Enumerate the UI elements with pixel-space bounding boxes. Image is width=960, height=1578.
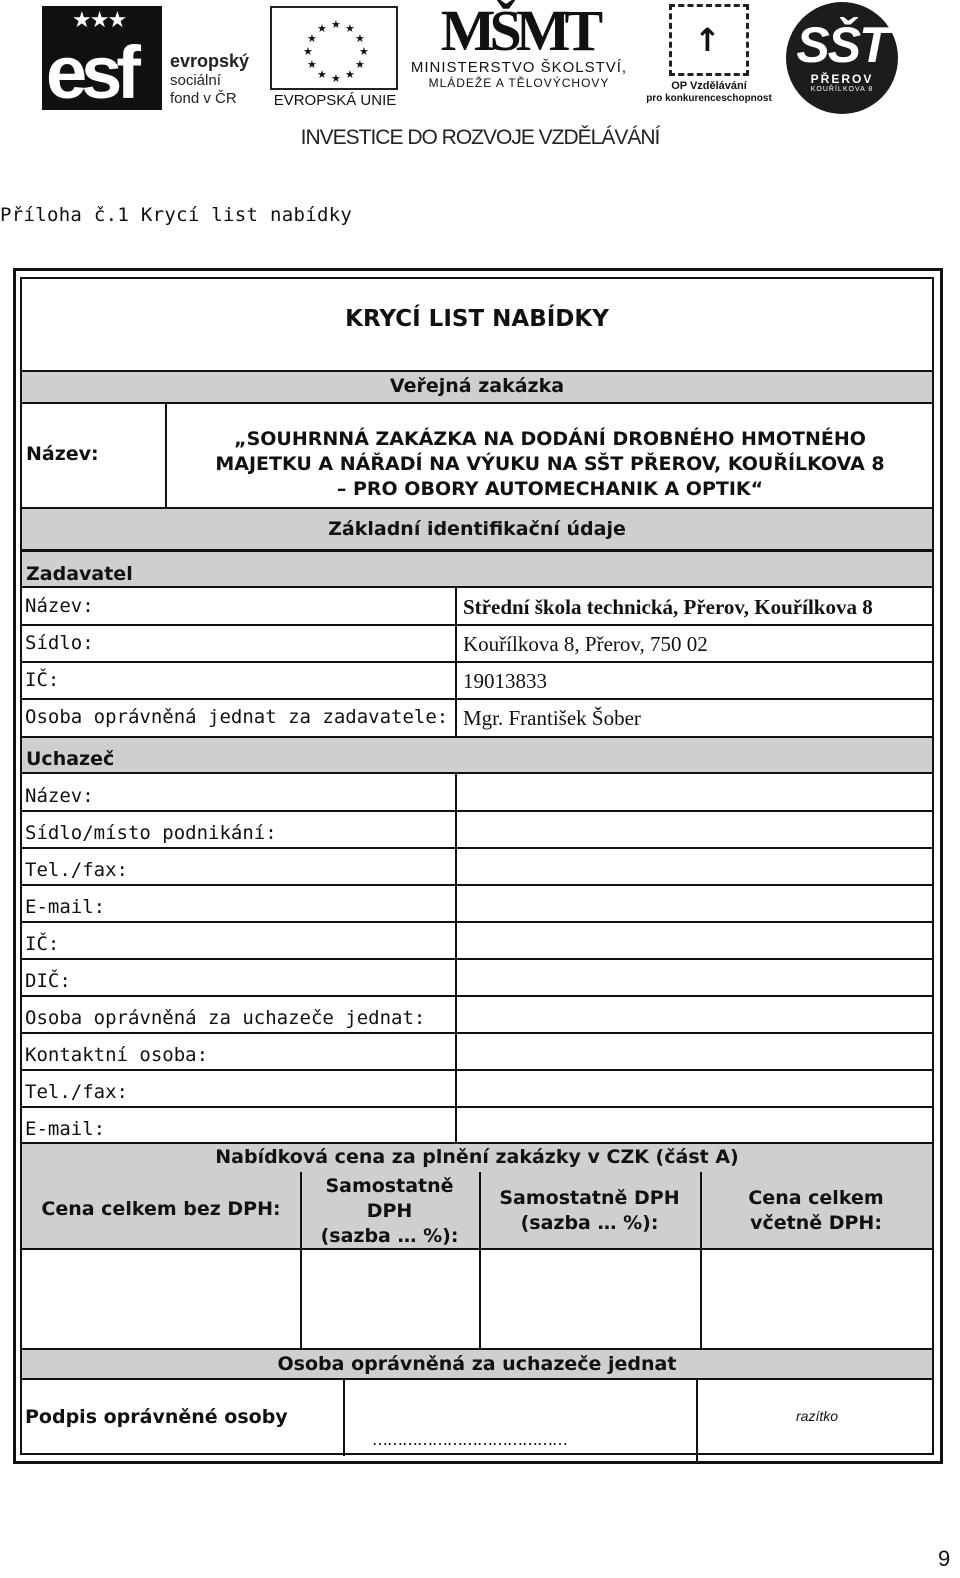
authority-seat-label: Sídlo: xyxy=(25,632,94,654)
sst-logo xyxy=(786,2,898,114)
signature-label: Podpis oprávněné osoby xyxy=(25,1406,288,1428)
op-line2: pro konkurenceschopnost xyxy=(646,93,772,104)
applicant-band xyxy=(22,736,932,774)
applicant-contact-email-label: E-mail: xyxy=(25,1118,106,1140)
authority-id-value: 19013833 xyxy=(463,669,547,693)
esf-line2: sociální xyxy=(170,72,221,89)
contract-name-label: Název: xyxy=(26,443,99,465)
authority-header: Zadavatel xyxy=(26,563,133,585)
price-total-field[interactable] xyxy=(702,1250,932,1350)
applicant-name-label: Název: xyxy=(25,785,94,807)
price-col-vat-separate xyxy=(479,1186,700,1236)
price-col-total xyxy=(700,1186,932,1236)
price-col-vat xyxy=(300,1174,479,1249)
applicant-header: Uchazeč xyxy=(26,748,115,770)
applicant-email-label: E-mail: xyxy=(25,896,106,918)
contract-name xyxy=(168,427,932,502)
signature-header: Osoba oprávněná za uchazeče jednat xyxy=(277,1353,677,1375)
price-col-vat-separate-line2: (sazba … %): xyxy=(520,1212,659,1234)
authority-id-label: IČ: xyxy=(25,669,60,691)
sst-street: KOUŘÍLKOVA 8 xyxy=(810,86,874,93)
applicant-contact-phone-label: Tel./fax: xyxy=(25,1081,128,1103)
sst-city: PŘEROV xyxy=(810,72,874,86)
applicant-id-label: IČ: xyxy=(25,933,60,955)
eu-flag-icon: ★ ★ ★ ★ ★ ★ ★ ★ ★ ★ ★ ★ xyxy=(270,6,398,90)
contract-name-line1: „SOUHRNNÁ ZAKÁZKA NA DODÁNÍ DROBNÉHO HMOTNÉHO xyxy=(234,428,866,450)
applicant-authorized-label: Osoba oprávněná za uchazeče jednat: xyxy=(25,1007,426,1029)
msmt-line2: MLÁDEŽE A TĚLOVÝCHOVY xyxy=(428,76,610,90)
sst-logo-mark: SŠT xyxy=(796,17,888,73)
esf-line3: fond v ČR xyxy=(170,90,237,107)
price-col-vat-separate-line1: Samostatně DPH xyxy=(499,1187,680,1209)
price-vat-separate-field[interactable] xyxy=(481,1250,700,1350)
signature-line[interactable]: ………………………………… xyxy=(372,1430,567,1449)
tagline: INVESTICE DO ROZVOJE VZDĚLÁVÁNÍ xyxy=(300,126,660,149)
contract-name-line3: – PRO OBORY AUTOMECHANIK A OPTIK“ xyxy=(336,478,764,500)
esf-line1: evropský xyxy=(170,51,250,71)
price-vat-field[interactable] xyxy=(302,1250,479,1350)
authority-name-label: Název: xyxy=(25,595,94,617)
esf-stars-icon: ★★★ xyxy=(72,8,126,33)
applicant-seat-label: Sídlo/místo podnikání: xyxy=(25,822,277,844)
logo-strip xyxy=(0,0,960,160)
eu-logo xyxy=(270,6,400,110)
op-line1: OP Vzdělávání xyxy=(671,80,747,92)
msmt-line1: MINISTERSTVO ŠKOLSTVÍ, xyxy=(410,59,628,76)
applicant-contact-label: Kontaktní osoba: xyxy=(25,1044,209,1066)
price-col-vat-line1: Samostatně xyxy=(325,1175,454,1197)
op-arrow-icon: ↑ xyxy=(669,4,749,76)
authority-person-label: Osoba oprávněná jednat za zadavatele: xyxy=(25,706,449,728)
price-without-vat-field[interactable] xyxy=(22,1250,300,1350)
eu-label: EVROPSKÁ UNIE xyxy=(273,92,397,109)
basic-id-header: Základní identifikační údaje xyxy=(328,518,626,540)
authority-person-value: Mgr. František Šober xyxy=(463,706,641,730)
price-col-total-line2: včetně DPH: xyxy=(750,1212,882,1234)
authority-band xyxy=(22,550,932,588)
page-number: 9 xyxy=(938,1546,951,1571)
op-logo xyxy=(636,4,782,116)
esf-logo-text: esf xyxy=(46,31,135,114)
price-col-vat-line2: DPH xyxy=(366,1200,413,1222)
price-col-vat-line3: (sazba … %): xyxy=(320,1225,459,1247)
price-header: Nabídková cena za plnění zakázky v CZK (část A) xyxy=(215,1146,739,1168)
applicant-phone-label: Tel./fax: xyxy=(25,859,128,881)
stamp-label: razítko xyxy=(796,1408,839,1424)
price-col-total-line1: Cena celkem xyxy=(748,1187,884,1209)
msmt-logo-mark: MŠMT xyxy=(440,0,598,63)
authority-seat-value: Kouřílkova 8, Přerov, 750 02 xyxy=(463,632,708,656)
esf-logo-mark xyxy=(42,6,162,114)
appendix-label: Příloha č.1 Krycí list nabídky xyxy=(0,204,353,226)
contract-name-line2: MAJETKU A NÁŘADÍ NA VÝUKU NA SŠT PŘEROV, KOUŘÍLKOVA 8 xyxy=(215,453,885,475)
price-col-without-vat: Cena celkem bez DPH: xyxy=(41,1198,281,1220)
msmt-logo xyxy=(408,2,630,114)
applicant-vat-label: DIČ: xyxy=(25,970,71,992)
esf-logo xyxy=(42,6,262,114)
form-title: KRYCÍ LIST NABÍDKY xyxy=(345,306,609,332)
authority-name-value: Střední škola technická, Přerov, Kouřílkova 8 xyxy=(463,595,873,619)
public-contract-header: Veřejná zakázka xyxy=(389,375,565,397)
